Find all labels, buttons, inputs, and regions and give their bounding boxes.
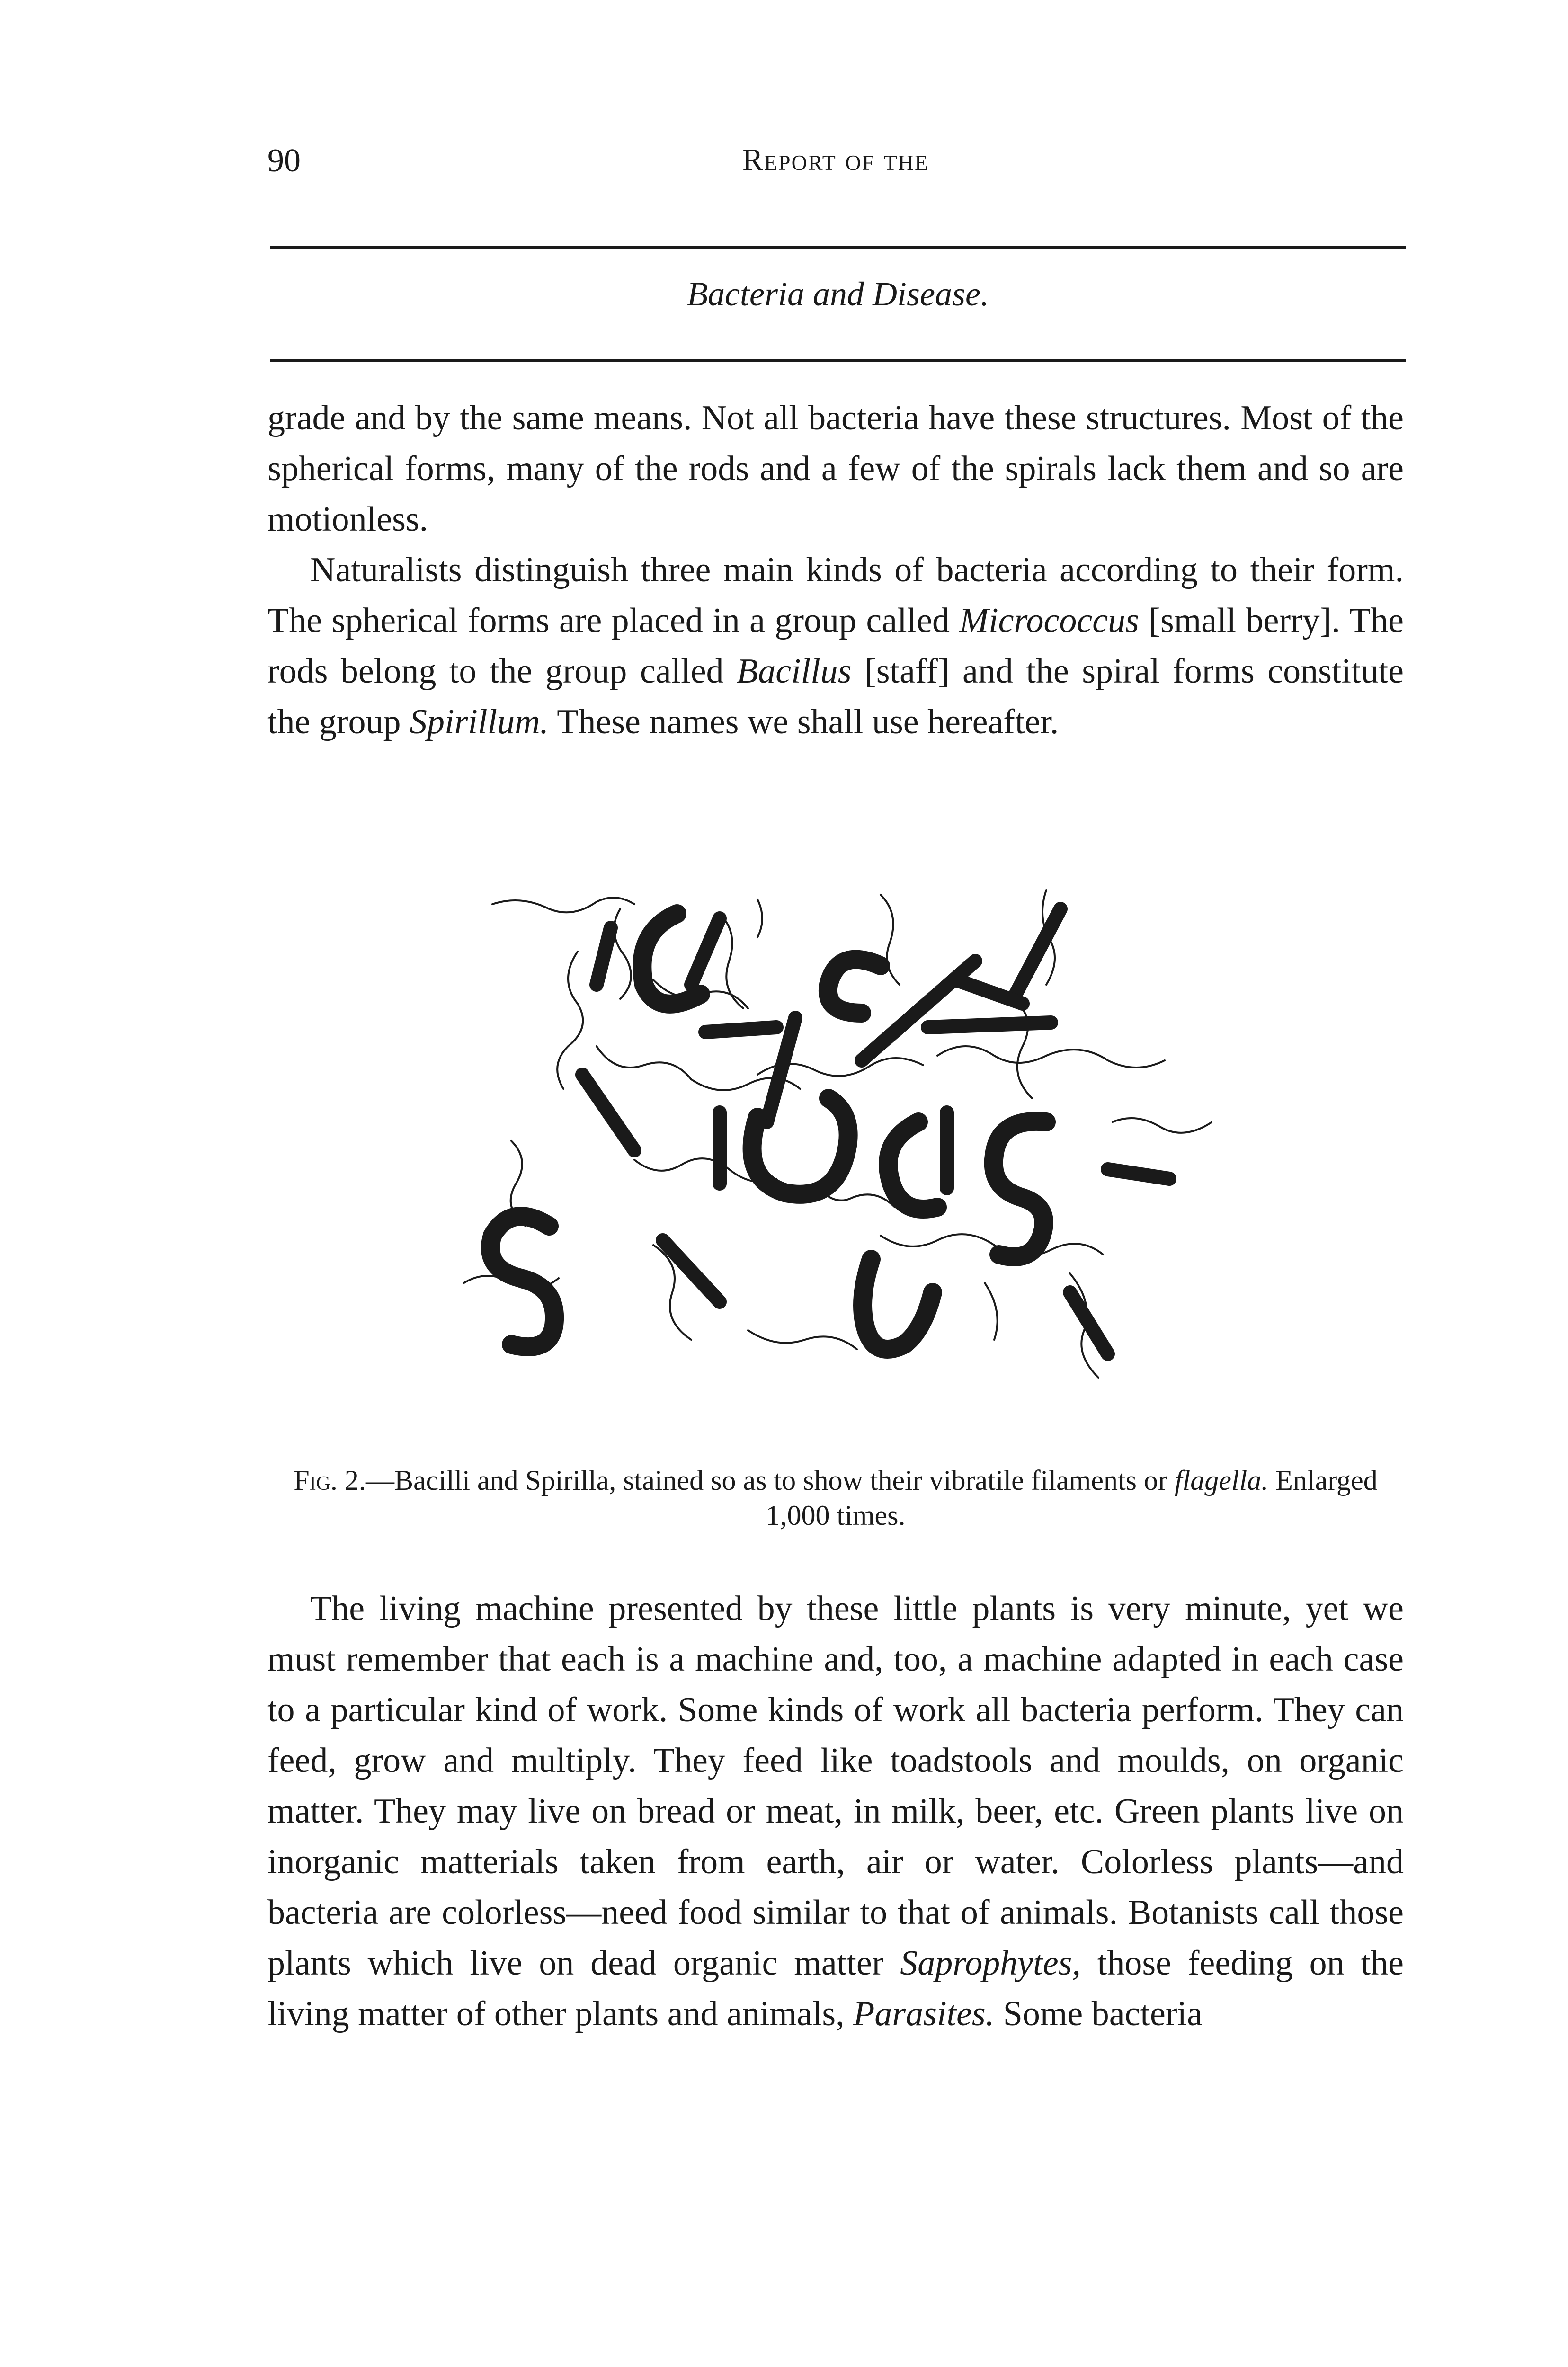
header-rule-bottom — [270, 359, 1406, 362]
header-rule-top — [270, 246, 1406, 249]
paragraph-classification: Naturalists distinguish three main kinds of bacteria according to their form. The spherical forms are placed in a group called Micrococcus [small berry]. The rods belong to the group called Bacillus [staff] and the spiral forms constitute the group Spirillum. These names we shall use hereafter. — [267, 551, 1404, 741]
paragraph-continuation: grade and by the same means. Not all bacteria have these structures. Most of the spherical forms, many of the rods and a few of the spirals lack them and so are motionless. — [267, 399, 1404, 539]
term-flagella: flagella. — [1174, 1465, 1269, 1496]
term-parasites: Parasites. — [853, 1994, 995, 2033]
page-header — [267, 142, 1404, 194]
bacteria-drawing — [454, 876, 1212, 1411]
text-block-top — [267, 393, 1404, 747]
term-bacillus: Bacillus — [737, 652, 852, 691]
term-spirillum: Spirillum. — [410, 703, 549, 741]
term-micrococcus: Micrococcus — [959, 601, 1139, 640]
running-head: Report of the — [742, 142, 929, 177]
page-number: 90 — [267, 142, 301, 179]
figure-caption: Fig. 2.—Bacilli and Spirilla, stained so as to show their vibratile filaments or flagella. Enlarged 1,000 times. — [294, 1465, 1378, 1531]
text-block-bottom — [267, 1584, 1404, 2039]
bacilli — [582, 909, 1169, 1354]
term-saprophytes: Saprophytes, — [900, 1944, 1081, 1983]
figure-label: Fig. 2. — [294, 1465, 366, 1496]
bacteria-illustration — [454, 876, 1212, 1411]
paragraph-living-machine: The living machine presented by these little plants is very minute, yet we must remember that each is a machine and, too, a machine adapted in each case to a particular kind of work. Some kinds of work all bacteria perform. They can feed, grow and multiply. They feed like toadstools and moulds, on organic matter. They may live on bread or meat, in milk, beer, etc. Green plants live on inorganic matterials taken from earth, air or water. Colorless plants—and bacteria are colorless—need food similar to that of animals. Botanists call those plants which live on dead organic matter Saprophytes, those feeding on the living matter of other plants and animals, Parasites. Some bacteria — [267, 1589, 1404, 2033]
section-title: Bacteria and Disease. — [687, 275, 989, 313]
